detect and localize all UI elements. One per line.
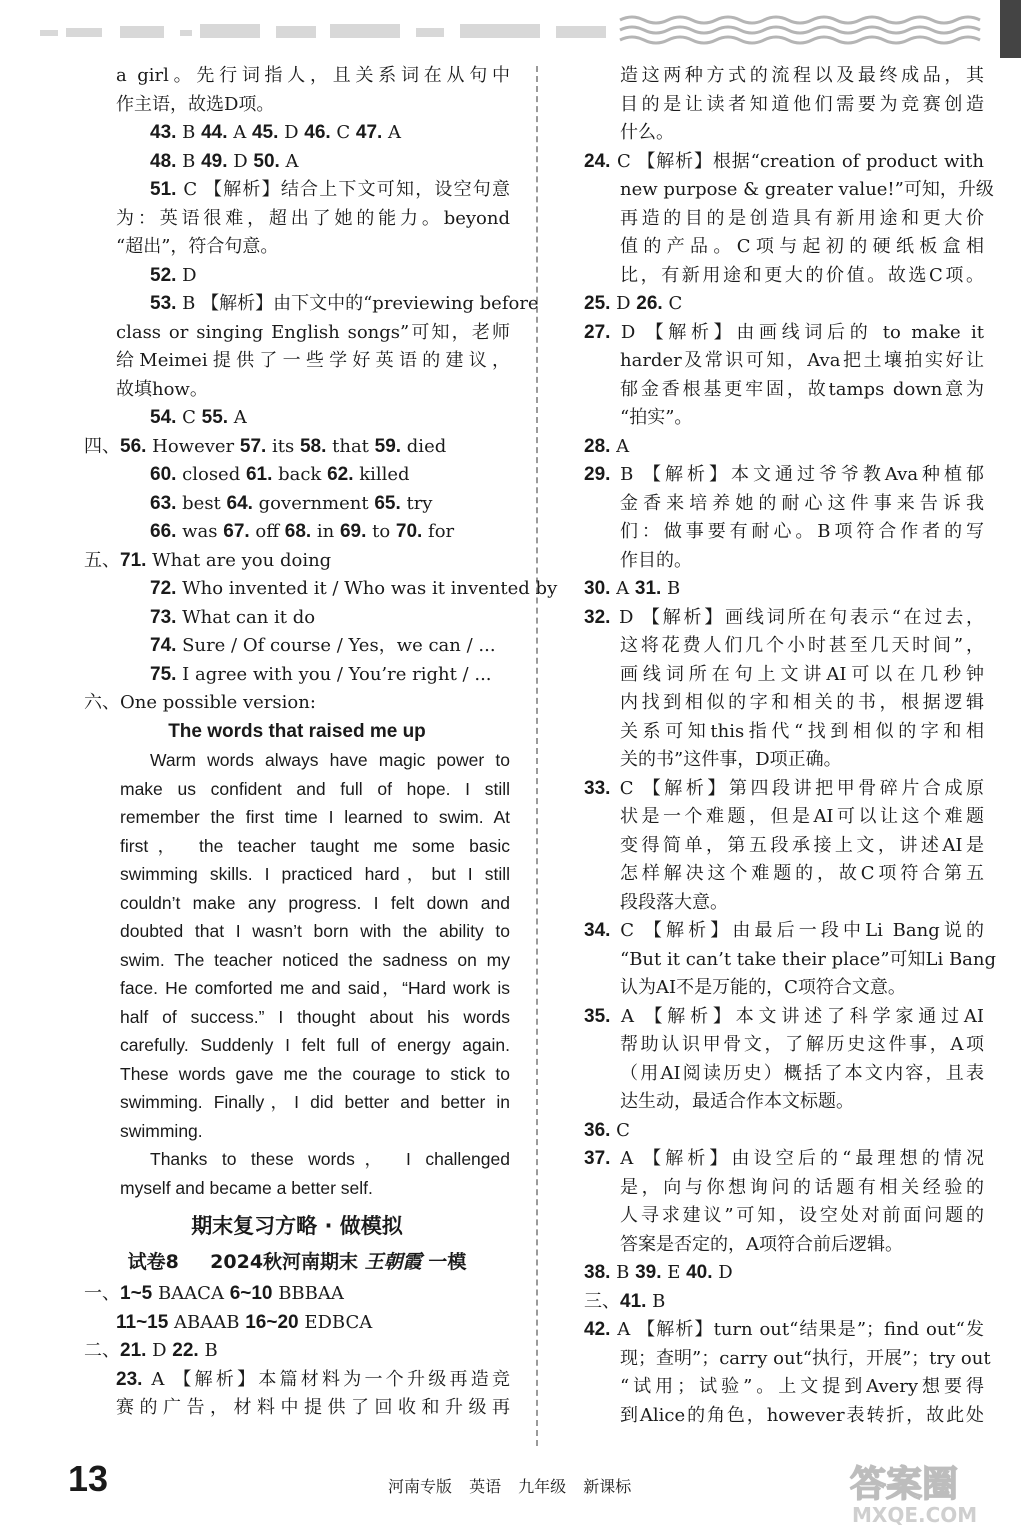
right-line [584, 689, 984, 718]
answer-text: B 【解析】由下文中的“previewing before [176, 293, 539, 314]
answer-text: 关的书”这件事，D项正确。 [620, 749, 842, 770]
question-number: 51. [150, 179, 177, 200]
answer-text: 关系可知this指代“找到相似的字和相 [620, 720, 984, 742]
question-number: 43. [150, 122, 177, 143]
question-number: 16~20 [245, 1311, 299, 1333]
question-number: 29. [584, 464, 611, 485]
answer-text: B [176, 150, 202, 172]
answer-text: B [661, 578, 681, 599]
answer-text: for [422, 521, 455, 542]
right-line [584, 1316, 984, 1345]
right-line [584, 347, 984, 376]
right-line [584, 1117, 984, 1146]
right-line [584, 917, 984, 946]
answer-text: D [712, 1262, 733, 1283]
left-line [84, 661, 510, 690]
answer-text: “But it can’t take their place”可知Li Bang [620, 948, 997, 970]
left-line [84, 1031, 510, 1060]
right-line [584, 547, 984, 576]
question-number: 60. [150, 464, 177, 485]
answer-text: A [228, 407, 247, 428]
answer-text: 给Meimei提供了一些学好英语的建议， [116, 350, 510, 371]
left_after-line [84, 1280, 510, 1309]
answer-text: D 【解析】由画线词后的 to make it [610, 321, 984, 343]
answer-text: C 【解析】结合上下文可知，设空句意 [176, 179, 510, 200]
question-number: 66. [150, 521, 177, 542]
left-line [84, 62, 510, 91]
question-number: 61. [245, 464, 273, 485]
question-number: 27. [584, 321, 611, 343]
footer-text: 河南专版 英语 九年级 新课标 [388, 1477, 632, 1496]
answer-text: face. He comforted me and said，“Hard work is [120, 978, 510, 998]
answer-text: BAACA [152, 1283, 230, 1304]
question-number: 58. [299, 435, 327, 457]
right-line [584, 946, 997, 975]
answer-text: A [610, 435, 630, 457]
left-line [84, 376, 510, 405]
right-line [584, 376, 984, 405]
left-line [84, 518, 510, 547]
section-heading: 期末复习方略 · 做模拟 [191, 1214, 403, 1238]
left-line [84, 575, 558, 604]
question-number: 71. [120, 549, 147, 571]
answer-text: A 【解析】本篇材料为一个升级再造竞 [142, 1368, 510, 1390]
answer-text: half of success.” I thought about his words [120, 1006, 510, 1027]
answer-text: 比，有新用途和更大的价值。故选C项。 [620, 264, 984, 286]
answer-text: 什么。 [620, 122, 674, 143]
right-line [584, 632, 984, 661]
left-line [84, 746, 510, 775]
answer-text: try [400, 492, 433, 514]
question-number: 44. [201, 122, 228, 143]
answer-text: remember the first time I learned to swim. At [120, 807, 510, 827]
answer-text: that [326, 435, 375, 457]
answer-text: C 【解析】根据“creation of product with [610, 150, 984, 172]
right-line [584, 1402, 984, 1431]
answer-text: government [252, 492, 375, 514]
answer-text: D [278, 122, 305, 143]
right-line [584, 746, 984, 775]
question-number: 72. [150, 578, 177, 599]
left-line [84, 832, 510, 861]
answer-text: 变得简单，第五段承接上文，讲述AI是 [620, 834, 984, 856]
answer-text: 达生动，最适合作本文标题。 [620, 1091, 854, 1112]
answer-text: E [661, 1262, 687, 1283]
question-number: 32. [584, 606, 611, 628]
question-number: 73. [150, 606, 177, 628]
left-line [84, 433, 510, 462]
left-line [84, 262, 510, 291]
answer-text: A [610, 578, 635, 599]
left-line [84, 689, 510, 718]
question-number: 68. [284, 521, 312, 542]
question-number: 11~15 [116, 1311, 169, 1333]
answer-text: 到Alice的角色，however表转折，故此处 [620, 1404, 984, 1426]
answer-text: C [662, 293, 683, 314]
question-number: 64. [226, 492, 253, 514]
left_after-line [84, 1394, 510, 1423]
answer-text: B [198, 1340, 218, 1361]
answer-text: 一、 [84, 1283, 120, 1304]
question-number: 41. [620, 1290, 647, 1312]
answer-text: 为：英语很难，超出了她的能力。beyond [116, 207, 510, 229]
question-number: 25. [584, 293, 611, 314]
right-line [584, 718, 984, 747]
left-line [84, 347, 510, 376]
answer-text: best [176, 492, 227, 514]
question-number: 42. [584, 1319, 611, 1340]
answer-text: 帮助认识甲骨文，了解历史这件事，A项 [620, 1034, 984, 1055]
answer-text: A [279, 150, 299, 172]
right-line [584, 604, 984, 633]
exam-label: 试卷8 [127, 1251, 179, 1273]
answer-text: B [610, 1262, 636, 1283]
question-number: 22. [172, 1340, 199, 1361]
question-number: 31. [634, 578, 662, 599]
answer-text: killed [353, 464, 410, 485]
question-number: 35. [584, 1005, 611, 1027]
answer-text: class or singing English songs”可知，老师 [116, 321, 510, 343]
question-number: 36. [584, 1119, 611, 1141]
right-line [584, 1031, 984, 1060]
left-line [84, 119, 510, 148]
answer-text: B [646, 1290, 666, 1312]
right-line [584, 461, 984, 490]
question-number: 54. [150, 407, 177, 428]
exam-suffix: 一模 [428, 1251, 467, 1273]
right-line [584, 290, 984, 319]
right-line [584, 1231, 984, 1260]
answer-text: 状是一个难题，但是AI可以让这个难题 [620, 806, 984, 827]
watermark-top-text: 答案圈 [850, 1464, 959, 1505]
right-line [584, 1288, 984, 1317]
answer-text: 三、 [584, 1290, 620, 1312]
question-number: 34. [584, 920, 611, 941]
answer-text: couldn’t make any progress. I felt down and [120, 892, 510, 913]
left-line [84, 233, 510, 262]
question-number: 48. [150, 150, 177, 172]
question-number: 70. [395, 521, 423, 542]
question-number: 62. [327, 464, 354, 485]
right-line [584, 974, 984, 1003]
answer-text: D 【解析】画线词所在句表示“在过去， [610, 606, 984, 628]
question-number: 52. [150, 264, 177, 286]
left-line [84, 1088, 510, 1117]
answer-text: D [227, 150, 254, 172]
answer-text: Who invented it / Who was it invented by [176, 578, 558, 599]
answer-text: 答案是否定的，A项符合前后逻辑。 [620, 1233, 903, 1255]
answer-text: Warm words always have magic power to [150, 750, 510, 770]
answer-text: EDBCA [298, 1311, 373, 1333]
left-line [84, 205, 510, 234]
left_after-line [84, 1337, 510, 1366]
answer-text: What are you doing [146, 549, 332, 571]
right-line [584, 62, 984, 91]
right-line [584, 775, 984, 804]
exam-title: 2024秋河南期末 [210, 1251, 359, 1273]
answer-text: 造这两种方式的流程以及最终成品，其 [620, 65, 984, 86]
question-number: 67. [223, 521, 250, 542]
right-line [584, 1145, 984, 1174]
left-line [84, 718, 510, 747]
question-number: 37. [584, 1148, 611, 1169]
answer-text: first， the teacher taught me some basic [120, 835, 510, 856]
question-number: 63. [150, 492, 177, 514]
answer-text: 这将花费人们几个小时甚至几天时间”， [620, 635, 984, 656]
answer-text: 再造的目的是创造具有新用途和更大价 [620, 207, 984, 229]
right-line [584, 889, 984, 918]
question-number: 30. [584, 578, 611, 599]
answer-text: “试用；试验”。上文提到Avery想要得 [620, 1376, 984, 1397]
answer-text: A [227, 122, 252, 143]
question-number: 45. [251, 122, 279, 143]
answer-text: off [249, 521, 285, 542]
left-line [84, 1003, 510, 1032]
question-number: 1~5 [120, 1283, 153, 1304]
answer-text: was [176, 521, 224, 542]
answer-text: 值的产品。C项与起初的硬纸板盒相 [620, 236, 984, 257]
answer-text: myself and became a better self. [120, 1177, 373, 1198]
question-number: 69. [339, 521, 367, 542]
answer-text: closed [176, 464, 246, 485]
answer-text: D [610, 293, 637, 314]
answer-text: ABAAB [168, 1311, 246, 1333]
answer-text: back [272, 464, 328, 485]
answer-text: to [366, 521, 396, 542]
answer-text: its [266, 435, 300, 457]
answer-text: 郁金香根基更牢固，故tamps down意为 [620, 378, 984, 400]
left-line [84, 1174, 510, 1203]
answer-text: swim. The teacher noticed the sadness on my [120, 949, 510, 970]
answer-text: 二、 [84, 1340, 120, 1361]
left-answer-lines-after [84, 1280, 510, 1423]
question-number: 28. [584, 435, 611, 457]
question-number: 46. [304, 122, 331, 143]
answer-text: “超出”，符合句意。 [116, 236, 279, 257]
left-line [84, 1117, 510, 1146]
answer-text: Thanks to these words， I challenged [150, 1149, 510, 1169]
answer-text: 目的是让读者知道他们需要为竞赛创造 [620, 93, 984, 115]
answer-text: A 【解析】由设空后的“最理想的情况 [610, 1148, 984, 1169]
answer-text: 们：做事要有耐心。B项符合作者的写 [620, 521, 984, 542]
answer-text: 作主语，故选D项。 [116, 93, 275, 115]
answer-text: 赛的广告，材料中提供了回收和升级再 [116, 1397, 510, 1418]
watermark-bottom-text: MXQE.COM [852, 1503, 978, 1527]
right-line [584, 1003, 984, 1032]
answer-text: 怎样解决这个难题的，故C项符合第五 [620, 863, 984, 884]
answer-text: carefully. Suddenly I felt full of energy again. [120, 1035, 510, 1055]
question-number: 55. [201, 407, 229, 428]
right-line [584, 1259, 984, 1288]
exam-title-line [84, 1244, 510, 1280]
answer-text: A 【解析】本文讲述了科学家通过AI [610, 1005, 984, 1027]
answer-text: 内找到相似的字和相关的书，根据逻辑 [620, 692, 984, 713]
question-number: 24. [584, 150, 611, 172]
question-number: 59. [374, 435, 402, 457]
answer-text: B [176, 122, 202, 143]
question-number: 47. [355, 122, 383, 143]
answer-text: 人寻求建议”可知，设空处对前面问题的 [620, 1205, 984, 1226]
right-line [584, 1345, 991, 1374]
right-line [584, 205, 984, 234]
answer-text: C [330, 122, 356, 143]
answer-text: A 【解析】turn out“结果是”；find out“发 [610, 1319, 984, 1340]
right-line [584, 1088, 984, 1117]
answer-text: swimming. Finally，I did better and better in [120, 1092, 510, 1112]
question-number: 39. [635, 1262, 662, 1283]
answer-text: 是，向与你想询问的话题有相关经验的 [620, 1176, 984, 1198]
question-number: 38. [584, 1262, 611, 1283]
right-line [584, 1373, 984, 1402]
left-line [84, 91, 510, 120]
answer-text: make us confident and full of hope. I still [120, 778, 510, 799]
answer-text: BBBAA [272, 1283, 344, 1304]
left_after-line [84, 1366, 510, 1395]
answer-text: What can it do [176, 606, 316, 628]
right-column [584, 62, 997, 1430]
left-column [84, 62, 558, 1423]
answer-text: These words gave me the courage to stick to [120, 1063, 510, 1084]
question-number: 50. [253, 150, 280, 172]
right-line [584, 233, 984, 262]
right-line [584, 1174, 984, 1203]
left-line [84, 290, 539, 319]
column-divider [536, 66, 538, 1446]
right-line [584, 661, 984, 690]
answer-text: C 【解析】由最后一段中Li Bang说的 [610, 920, 984, 941]
question-number: 26. [636, 293, 663, 314]
left-line [84, 1060, 510, 1089]
answer-text: 六、One possible version: [84, 692, 316, 713]
left-line [84, 775, 510, 804]
left-line [84, 860, 510, 889]
left-line [84, 803, 510, 832]
left-line [84, 490, 510, 519]
answer-text: doubted that I wasn’t born with the ability to [120, 921, 510, 941]
answer-text: I agree with you / You’re right / ... [176, 663, 492, 685]
answer-text: A [382, 122, 402, 143]
right-line [584, 433, 984, 462]
answer-text: 故填how。 [116, 378, 208, 400]
answer-text: 作目的。 [620, 549, 692, 571]
question-number: 65. [374, 492, 401, 514]
right-line [584, 518, 984, 547]
right-line [584, 148, 984, 177]
question-number: 74. [150, 635, 177, 656]
answer-text: in [311, 521, 340, 542]
answer-text: D [146, 1340, 173, 1361]
answer-text: C 【解析】第四段讲把甲骨碎片合成原 [610, 777, 984, 799]
question-number: 23. [116, 1368, 143, 1390]
answer-text: C [610, 1119, 630, 1141]
header-decoration [0, 0, 1021, 58]
answer-text: 认为AI不是万能的，C项符合文意。 [620, 977, 906, 998]
left-line [84, 974, 510, 1003]
answer-text: died [401, 435, 447, 457]
answer-text: Sure / Of course / Yes，we can / ... [176, 635, 496, 656]
answer-text: B 【解析】本文通过爷爷教Ava种植郁 [610, 464, 984, 485]
right-line [584, 176, 994, 205]
answer-text: 金香来培养她的耐心这件事来告诉我 [620, 492, 984, 514]
answer-text: harder及常识可知，Ava把土壤拍实好让 [620, 350, 984, 371]
left_after-line [84, 1309, 510, 1338]
right-line [584, 860, 984, 889]
question-number: 6~10 [229, 1283, 273, 1304]
left-line [84, 917, 510, 946]
left-line [84, 632, 510, 661]
left-line [84, 461, 510, 490]
left-line [84, 1145, 510, 1174]
left-line [84, 176, 510, 205]
right-line [584, 319, 984, 348]
question-number: 40. [686, 1262, 713, 1283]
answer-text: 画线词所在句上文讲AI可以在几秒钟 [620, 663, 984, 685]
question-number: 21. [120, 1340, 147, 1361]
right-line [584, 575, 984, 604]
left-line [84, 319, 510, 348]
watermark-logo [842, 1456, 1012, 1528]
left-line [84, 946, 510, 975]
left-line [84, 889, 510, 918]
answer-text: a girl。先行词指人，且关系词在从句中 [116, 65, 510, 86]
right-line [584, 91, 984, 120]
answer-text: However [146, 435, 240, 457]
answer-text: D [176, 264, 197, 286]
left-line [84, 604, 510, 633]
answer-text: new purpose & greater value!”可知，升级 [620, 179, 994, 200]
answer-text: 四、 [84, 435, 120, 457]
answer-text: swimming skills. I practiced hard，but I still [120, 864, 510, 884]
right-line [584, 803, 984, 832]
right-line [584, 1060, 984, 1089]
right-line [584, 1202, 984, 1231]
left-line [84, 547, 510, 576]
question-number: 56. [120, 435, 147, 457]
answer-text: 五、 [84, 549, 120, 571]
question-number: 57. [239, 435, 267, 457]
answer-text: The words that raised me up [168, 720, 426, 742]
left-line [84, 148, 510, 177]
right-line [584, 490, 984, 519]
right-answer-lines [584, 62, 997, 1430]
answer-text: 现；查明”；carry out“执行，开展”；try out [620, 1347, 991, 1369]
left-line [84, 404, 510, 433]
answer-text: 段段落大意。 [620, 891, 728, 913]
question-number: 53. [150, 293, 177, 314]
right-line [584, 119, 984, 148]
page-number: 13 [68, 1458, 109, 1499]
question-number: 75. [150, 663, 177, 685]
right-line [584, 262, 984, 291]
question-number: 33. [584, 777, 611, 799]
right-line [584, 832, 984, 861]
answer-text: “拍实”。 [620, 407, 693, 428]
answer-text: swimming. [120, 1120, 203, 1141]
question-number: 49. [201, 150, 228, 172]
answer-text: C [176, 407, 202, 428]
left-answer-lines [84, 62, 558, 1202]
answer-text: （用AI阅读历史）概括了本文内容，且表 [620, 1062, 984, 1084]
right-line [584, 404, 984, 433]
brand-signature: 王朝霞 [364, 1251, 422, 1273]
